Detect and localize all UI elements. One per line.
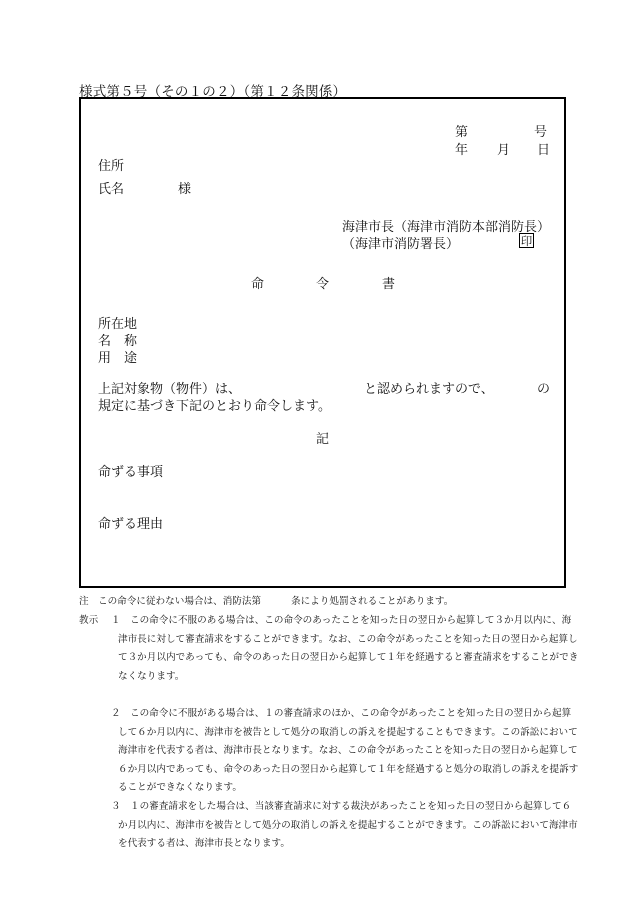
body-line2: 規定に基づき下記のとおり命令します。: [98, 399, 331, 414]
body-line1-c: の: [537, 382, 551, 397]
ki-heading: 記: [316, 432, 330, 447]
instruction-item-1: この命令に不服のある場合は、この命令のあったことを知った日の翌日から起算して３か月以内に、海津市長に対して審査請求をすることができます。なお、この命令があったことを知った日の翌日から起算して３か月以内であっても、命令のあった日の翌日から起算して１年を経過すると審査請求をすることができなくなります。: [118, 615, 579, 682]
title-char-3: 書: [382, 277, 396, 292]
issuer-line1: 海津市長（海津市消防本部消防長）: [342, 220, 551, 235]
title-char-1: 命: [251, 277, 265, 292]
instruction-label: 教示: [79, 615, 99, 626]
honorific: 様: [178, 182, 192, 197]
number-prefix: 第: [455, 125, 469, 140]
instruction-item-3: １の審査請求をした場合は、当該審査請求に対する裁決があったことを知った日の翌日から起算して６か月以内に、海津市を被告として処分の取消しの訴えを提起することができます。この訴訟において海津市を代表する者は、海津市長となります。: [118, 801, 578, 849]
use-char-2: 途: [124, 351, 138, 366]
instruction-item-2: この命令に不服がある場合は、１の審査請求のほか、この命令があったことを知った日の翌日から起算して６か月以内に、海津市を被告として処分の取消しの訴えを提起することもできます。この訴訟において海津市を代表する者は、海津市長となります。なお、この命令があったことを知った日の翌日から起算して６か月以内であっても、命令のあった日の翌日から起算して１年を経過すると処分の取消しの訴えを提訴することができなくなります。: [118, 708, 579, 793]
instruction-number-1: １: [111, 615, 121, 626]
note-text-a: この命令に従わない場合は、消防法第: [98, 596, 262, 607]
name-label: 氏名: [98, 182, 125, 197]
note-text-b: 条により処罰されることがあります。: [291, 596, 454, 607]
body-line1-b: と認められますので、: [364, 382, 494, 397]
date-year: 年: [455, 143, 469, 158]
date-month: 月: [497, 143, 511, 158]
location-label: 所在地: [98, 317, 138, 332]
date-day: 日: [537, 143, 551, 158]
form-number: 様式第５号（その１の２）（第１２条関係）: [79, 84, 347, 100]
note-label: 注: [79, 596, 89, 607]
orders-label: 命ずる事項: [98, 465, 164, 480]
title-char-2: 令: [316, 277, 330, 292]
use-char-1: 用: [98, 351, 112, 366]
issuer-line2: （海津市消防署長）: [342, 237, 460, 252]
reasons-label: 命ずる理由: [98, 517, 164, 532]
body-line1-a: 上記対象物（物件）は、: [98, 382, 242, 397]
number-suffix: 号: [534, 125, 548, 140]
instruction-number-3: ３: [111, 801, 121, 812]
address-label: 住所: [98, 159, 125, 174]
name-char-1: 名: [98, 334, 112, 349]
name-char-2: 称: [124, 334, 138, 349]
instruction-number-2: ２: [111, 708, 121, 719]
seal-mark: 印: [520, 234, 533, 248]
